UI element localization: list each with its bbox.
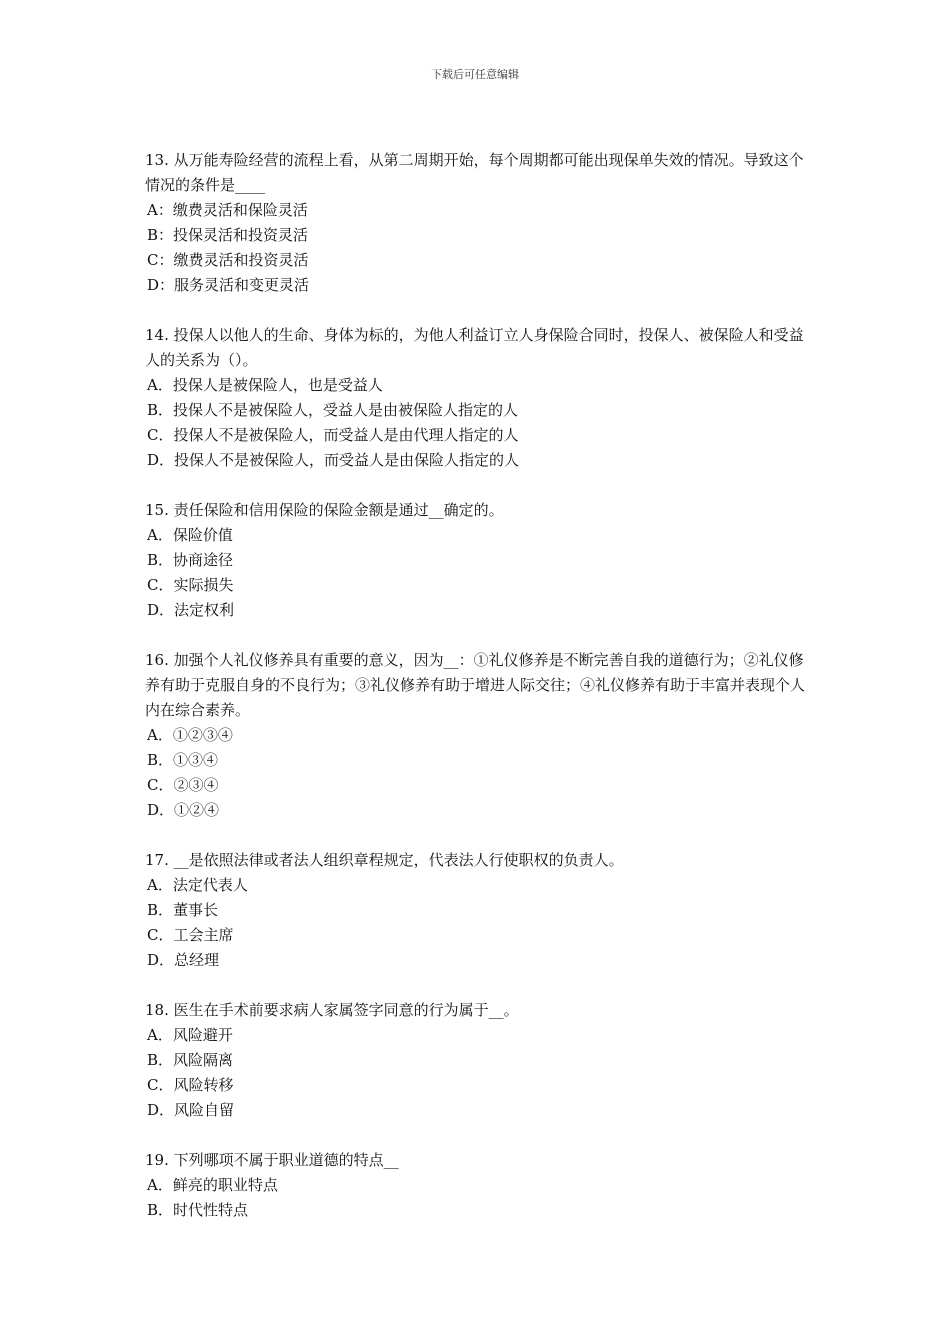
- question-stem: 18. 医生在手术前要求病人家属签字同意的行为属于__。: [145, 1001, 519, 1019]
- question-stem: 16. 加强个人礼仪修养具有重要的意义，因为__：①礼仪修养是不断完善自我的道德行为；②礼仪修养有助于克服自身的不良行为；③礼仪修养有助于增进人际交往；④礼仪修养有助于丰富并表现个人内在综合素养。: [145, 651, 806, 719]
- option-a: A．法定代表人: [147, 876, 248, 894]
- option-c: C：缴费灵活和投资灵活: [147, 251, 309, 269]
- question-18: [145, 998, 815, 1123]
- question-19: [145, 1148, 815, 1223]
- option-a: A．投保人是被保险人，也是受益人: [147, 376, 383, 394]
- option-d: D．法定权利: [147, 601, 235, 619]
- option-d: D：服务灵活和变更灵活: [147, 276, 310, 294]
- option-a: A：缴费灵活和保险灵活: [147, 201, 308, 219]
- option-b: B．投保人不是被保险人，受益人是由被保险人指定的人: [147, 401, 519, 419]
- question-15: [145, 498, 815, 623]
- option-d: D．①②④: [147, 801, 220, 819]
- option-a: A．鲜亮的职业特点: [147, 1176, 278, 1194]
- option-d: D．风险自留: [147, 1101, 235, 1119]
- option-d: D．投保人不是被保险人，而受益人是由保险人指定的人: [147, 451, 520, 469]
- question-list: [145, 148, 815, 1248]
- option-b: B．董事长: [147, 901, 219, 919]
- option-c: C．工会主席: [147, 926, 234, 944]
- option-b: B．协商途径: [147, 551, 234, 569]
- question-14: [145, 323, 815, 473]
- question-13: [145, 148, 815, 298]
- option-c: C．投保人不是被保险人，而受益人是由代理人指定的人: [147, 426, 519, 444]
- question-stem: 13. 从万能寿险经营的流程上看，从第二周期开始，每个周期都可能出现保单失效的情况。导致这个情况的条件是____: [145, 151, 804, 194]
- option-b: B．风险隔离: [147, 1051, 234, 1069]
- page-header: 下载后可任意编辑: [431, 68, 519, 81]
- option-b: B．①③④: [147, 751, 219, 769]
- option-a: A．风险避开: [147, 1026, 233, 1044]
- question-stem: 14. 投保人以他人的生命、身体为标的，为他人利益订立人身保险合同时，投保人、被保险人和受益人的关系为（）。: [145, 326, 804, 369]
- question-stem: 19. 下列哪项不属于职业道德的特点__: [145, 1151, 399, 1169]
- option-c: C．②③④: [147, 776, 219, 794]
- question-17: [145, 848, 815, 973]
- option-b: B．时代性特点: [147, 1201, 249, 1219]
- question-stem: 17. __是依照法律或者法人组织章程规定，代表法人行使职权的负责人。: [145, 851, 624, 869]
- option-d: D．总经理: [147, 951, 220, 969]
- option-a: A．保险价值: [147, 526, 233, 544]
- question-16: [145, 648, 815, 823]
- option-c: C．风险转移: [147, 1076, 234, 1094]
- option-a: A．①②③④: [147, 726, 233, 744]
- option-b: B：投保灵活和投资灵活: [147, 226, 309, 244]
- option-c: C．实际损失: [147, 576, 234, 594]
- question-stem: 15. 责任保险和信用保险的保险金额是通过__确定的。: [145, 501, 504, 519]
